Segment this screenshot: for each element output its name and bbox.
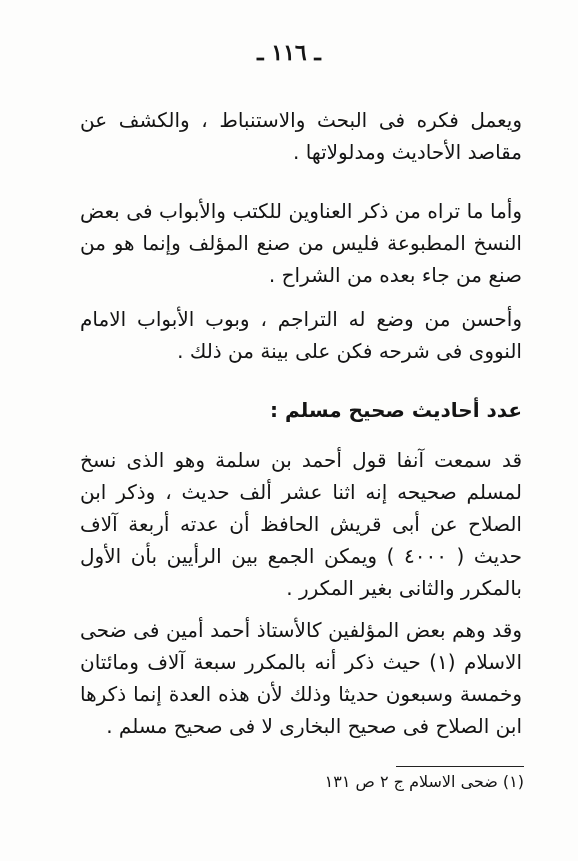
section-paragraph-1 xyxy=(80,444,522,604)
paragraph-2 xyxy=(80,195,522,291)
paragraph-text: قد سمعت آنفا قول أحمد بن سلمة وهو الذى نسخ لمسلم صحيحه إنه اثنا عشر ألف حديث ، وذكر ابن الصلاح عن أبى قريش الحافظ أن عدته أربعة آلاف حديث ( ٤٠٠٠ ) ويمكن الجمع بين الرأيين بأن الأول بالمكرر والثانى بغير المكرر . xyxy=(80,448,522,600)
paragraph-text: وقد وهم بعض المؤلفين كالأستاذ أحمد أمين فى ضحى الاسلام (١) حيث ذكر أنه بالمكرر سبعة آلاف ومائتان وخمسة وسبعون حديثا وذلك لأن هذه العدة إنما ذكرها ابن الصلاح فى صحيح البخارى لا فى صحيح مسلم . xyxy=(80,618,522,738)
paragraph-text: وأحسن من وضع له التراجم ، وبوب الأبواب الامام النووى فى شرحه فكن على بينة من ذلك . xyxy=(80,307,522,363)
paragraph-text: ويعمل فكره فى البحث والاستنباط ، والكشف عن مقاصد الأحاديث ومدلولاتها . xyxy=(80,108,522,164)
paragraph-1 xyxy=(80,104,522,168)
page-number: ـ ١١٦ ـ xyxy=(257,40,321,66)
section-heading: عدد أحاديث صحيح مسلم : xyxy=(270,398,522,422)
paragraph-3 xyxy=(80,303,522,367)
footnote: (١) ضحى الاسلام ج ٢ ص ١٣١ xyxy=(324,772,524,791)
footnote-divider xyxy=(396,766,524,767)
paragraph-text: وأما ما تراه من ذكر العناوين للكتب والأبواب فى بعض النسخ المطبوعة فليس من صنع المؤلف وإنما هو من صنع من جاء بعده من الشراح . xyxy=(80,199,522,287)
section-paragraph-2 xyxy=(80,614,522,742)
